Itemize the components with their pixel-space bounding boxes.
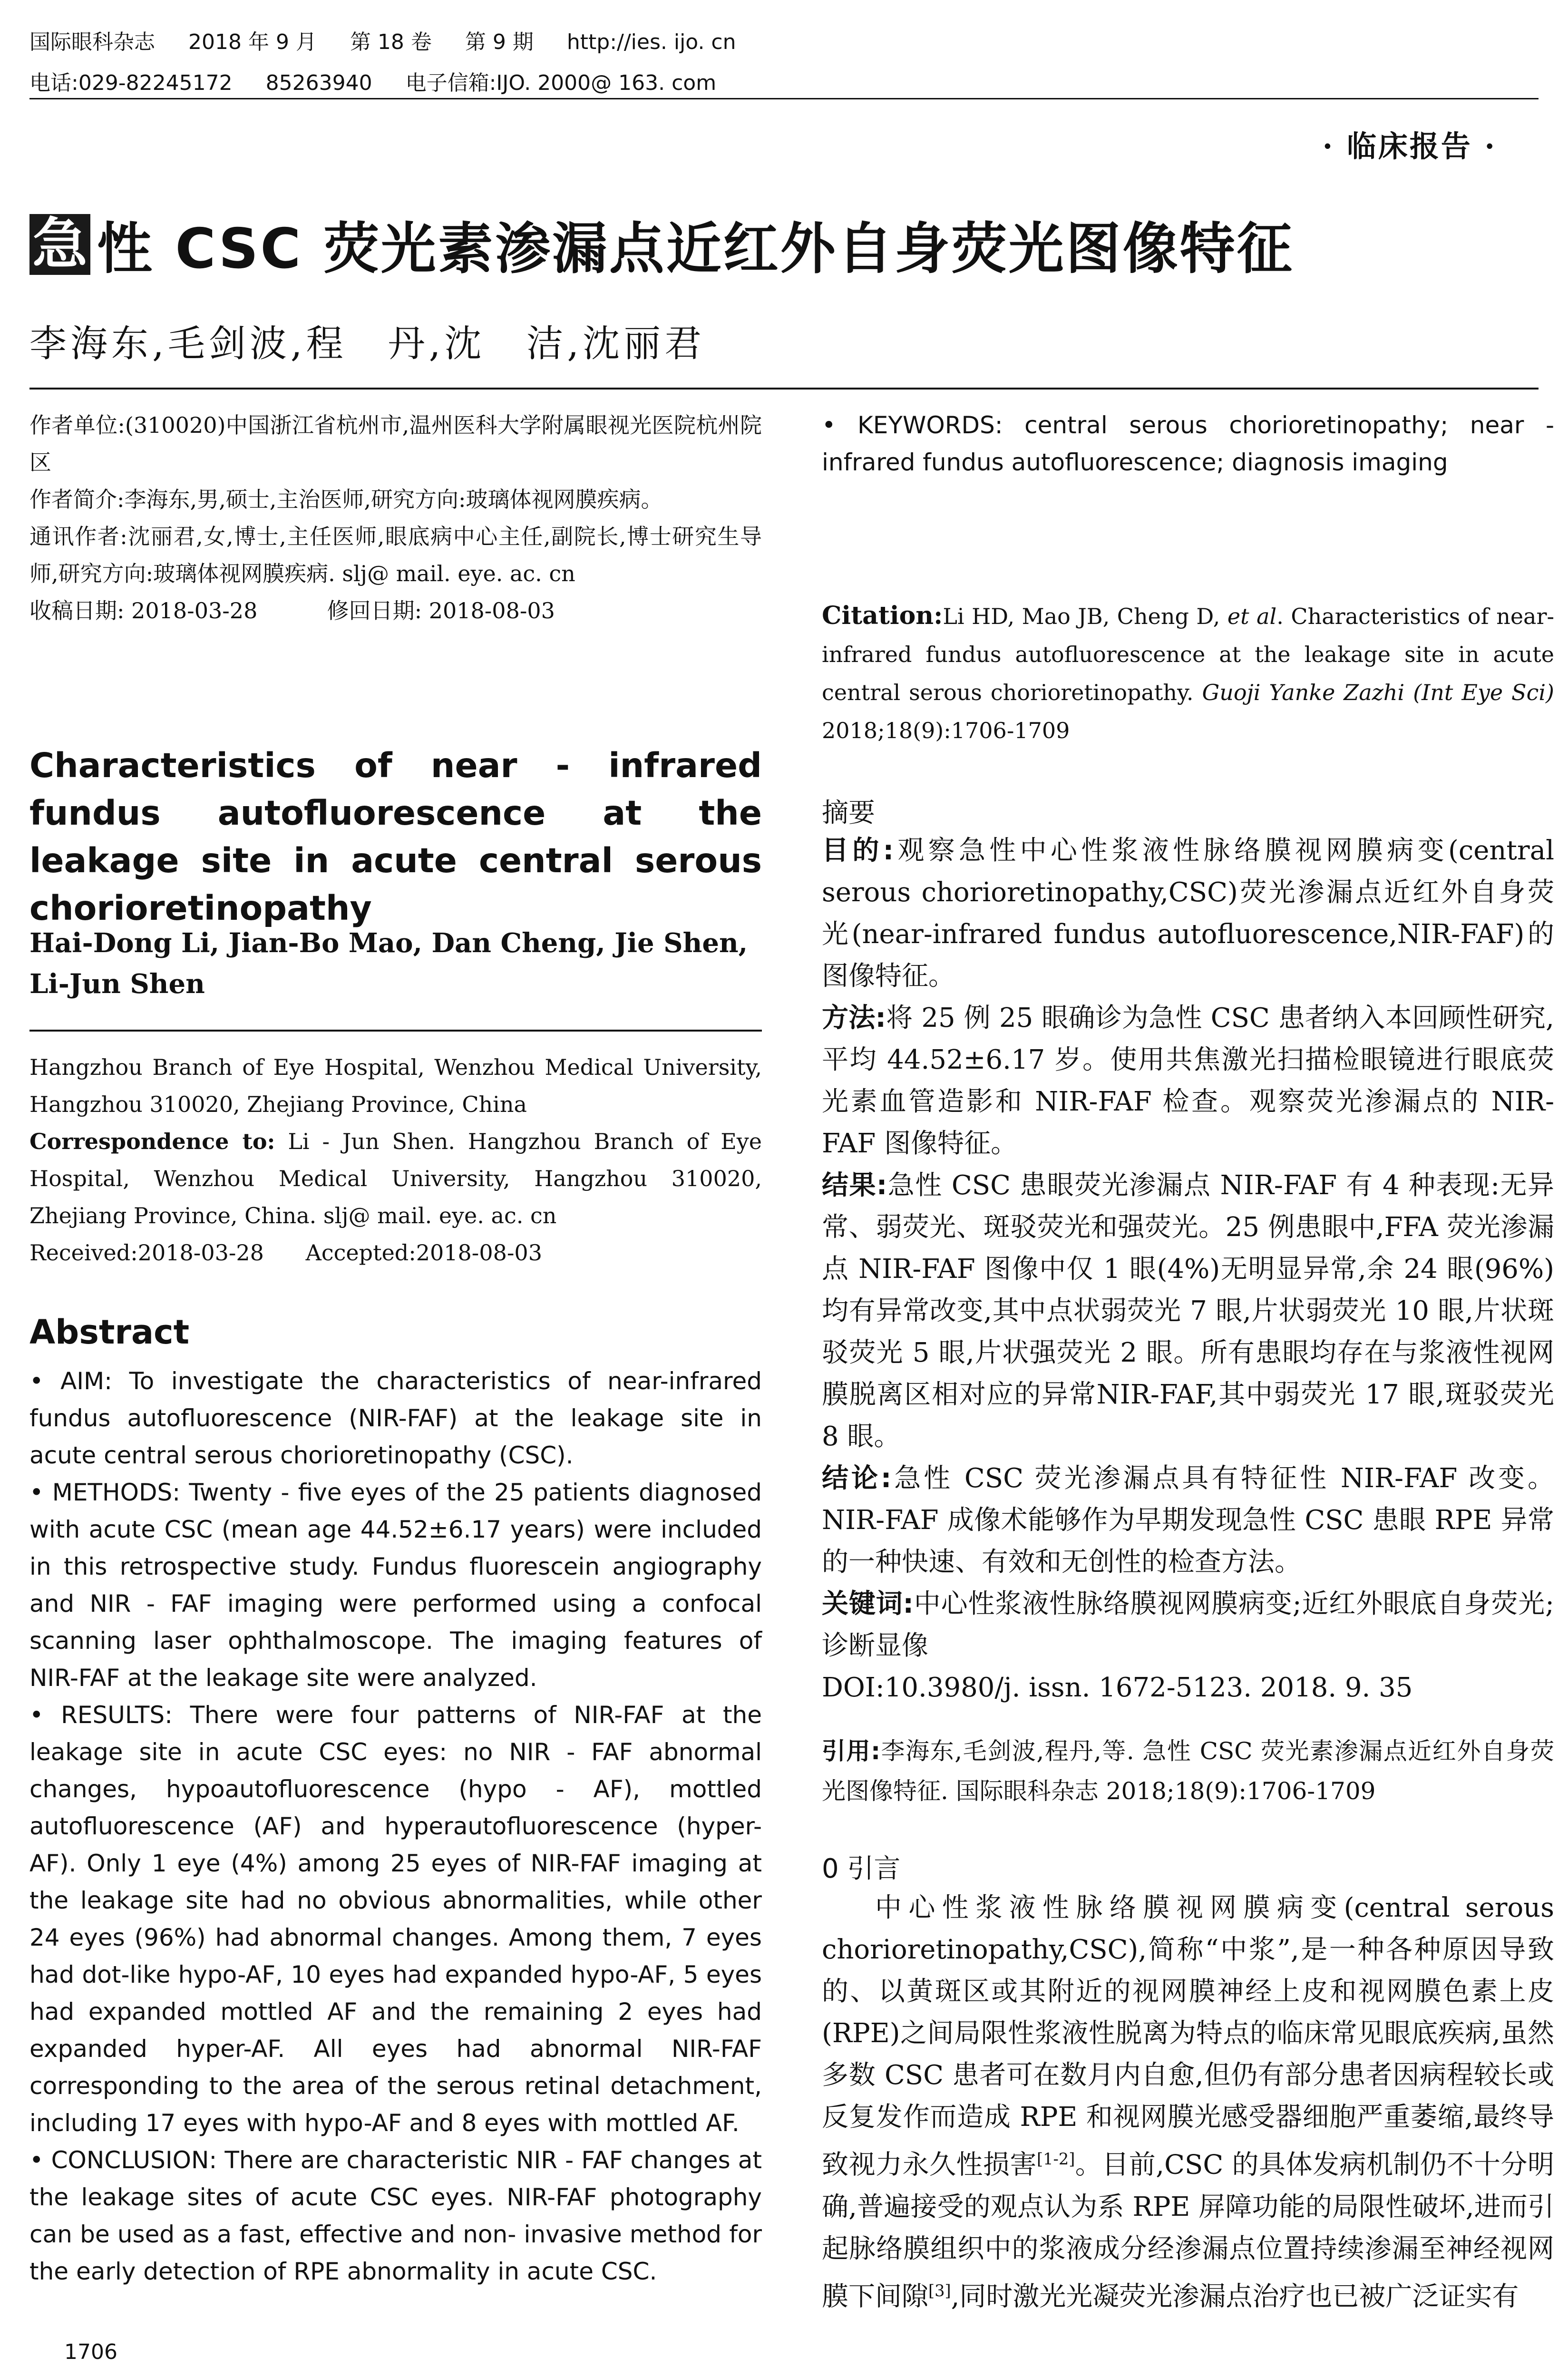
conclusion-label: 结论: — [822, 1463, 892, 1494]
methods-text: 将 25 例 25 眼确诊为急性 CSC 患者纳入本回顾性研究,平均 44.52±6.17 岁。使用共焦激光扫描检眼镜进行眼底荧光素血管造影和 NIR-FAF 检查。观察荧光渗漏点的 NIR-FAF 图像特征。 — [822, 1003, 1554, 1159]
abstract-cn-conclusion — [822, 1458, 1554, 1583]
phone: 电话:029-82245172 — [29, 71, 233, 95]
english-title: Characteristics of near - infrared fundus autofluorescence at the leakage site in acute central serous chorioretinopathy — [29, 746, 762, 928]
cite-cn-label: 引用: — [822, 1737, 881, 1765]
correspondence-label: Correspondence to: — [29, 1129, 275, 1154]
doi: DOI:10.3980/j. issn. 1672-5123. 2018. 9. 35 — [822, 1672, 1413, 1703]
intro-text-2: 。目前,CSC 的具体发病机制仍不十分明确,普遍接受的观点认为系 RPE 屏障功能的局限性破坏,进而引起脉络膜组织中的浆液成分经渗漏点位置持续渗漏至神经视网膜下间隙 — [822, 2149, 1554, 2312]
citation-authors: Li HD, Mao JB, Cheng D, — [943, 604, 1227, 629]
ref-3[interactable]: [3] — [928, 2281, 951, 2300]
abstract-results: • RESULTS: There were four patterns of NIR-FAF at the leakage site in acute CSC eyes: no NIR - FAF abnormal changes, hypoautofluorescence (hypo - AF), mottled autofluorescence (AF) and hyperautofluorescence (hyper-AF). Only 1 eye (4%) among 25 eyes of NIR-FAF imaging at the leakage site had no obvious abnormalities, while other 24 eyes (96%) had abnormal changes. Among them, 7 eyes had dot-like hypo-AF, 10 eyes had expanded hypo-AF, 5 eyes had expanded mottled AF and the remaining 2 eyes had expanded hyper-AF. All eyes had abnormal NIR-FAF corresponding to the area of the serous retinal detachment, including 17 eyes with hypo-AF and 8 eyes with mottled AF. — [29, 1701, 762, 2137]
received-date-cn: 收稿日期: 2018-03-28 — [29, 598, 258, 623]
abstract-keywords: • KEYWORDS: central serous chorioretinopathy; near - infrared fundus autofluorescence; diagnosis imaging — [822, 411, 1554, 476]
intro-text-1: 中心性浆液性脉络膜视网膜病变(central serous chorioretinopathy,CSC),简称“中浆”,是一种各种原因导致的、以黄斑区或其附近的视网膜神经上皮和视网膜色素上皮(RPE)之间局限性浆液性脱离为特点的临床常见眼底疾病,虽然多数 CSC 患者可在数月内自愈,但仍有部分患者因病程较长或反复发作而造成 RPE 和视网膜光感受器细胞严重萎缩,最终导致视力永久性损害 — [822, 1892, 1554, 2181]
abstract-heading: Abstract — [29, 1313, 190, 1352]
cite-cn — [822, 1731, 1554, 1811]
abstract-conclusion: • CONCLUSION: There are characteristic NIR - FAF changes at the leakage sites of acute CSC eyes. NIR-FAF photography can be used as a fast, effective and non- invasive method for the early detection of RPE abnormality in acute CSC. — [29, 2146, 762, 2285]
title-text: 性 CSC 荧光素渗漏点近红外自身荧光图像特征 — [97, 217, 1294, 281]
results-text: 急性 CSC 患眼荧光渗漏点 NIR-FAF 有 4 种表现:无异常、弱荧光、斑驳荧光和强荧光。25 例患眼中,FFA 荧光渗漏点 NIR-FAF 图像中仅 1 眼(4%)无明显异常,余 24 眼(96%)均有异常改变,其中点状弱荧光 7 眼,片状弱荧光 10 眼,片状斑驳荧光 5 眼,片状强荧光 2 眼。所有患眼均存在与浆液性视网膜脱离区相对应的异常NIR-FAF,其中弱荧光 17 眼,斑驳荧光 8 眼。 — [822, 1170, 1554, 1452]
conclusion-text: 急性 CSC 荧光渗漏点具有特征性 NIR-FAF 改变。NIR-FAF 成像术能够作为早期发现急性 CSC 患眼 RPE 异常的一种快速、有效和无创性的检查方法。 — [822, 1463, 1554, 1578]
article-title — [29, 205, 1294, 284]
abstract-cn-aim — [822, 830, 1554, 997]
journal-name: 国际眼科杂志 — [29, 30, 155, 54]
results-label: 结果: — [822, 1170, 887, 1201]
volume: 第 18 卷 — [350, 30, 432, 54]
abstract-cn-results — [822, 1165, 1554, 1458]
journal-url[interactable]: http://ies. ijo. cn — [566, 30, 736, 54]
methods-label: 方法: — [822, 1003, 886, 1033]
title-rule — [29, 388, 1539, 390]
abstract-cn-heading: 摘要 — [822, 798, 875, 828]
author-unit: 作者单位:(310020)中国浙江省杭州市,温州医科大学附属眼视光医院杭州院区 — [29, 412, 762, 475]
received-date: Received:2018-03-28 — [29, 1240, 264, 1266]
citation-text: . Characteristics of near-infrared fundus autofluorescence at the leakage site in acute central serous chorioretinopathy. — [822, 604, 1554, 705]
keywords-label: 关键词: — [822, 1588, 914, 1619]
author-info-cn — [29, 407, 762, 629]
affiliation-address: Hangzhou Branch of Eye Hospital, Wenzhou Medical University, Hangzhou 310020, Zhejiang Province, China — [29, 1054, 762, 1117]
journal-header-line2 — [29, 66, 750, 96]
ref-1-2[interactable]: [1-2] — [1037, 2150, 1075, 2168]
corresponding-author: 通讯作者:沈丽君,女,博士,主任医师,眼底病中心主任,副院长,博士研究生导师,研究方向:玻璃体视网膜疾病. slj@ mail. eye. ac. cn — [29, 524, 762, 586]
issue-date: 2018 年 9 月 — [188, 30, 317, 54]
abstract-cn-keywords — [822, 1583, 1554, 1667]
issue-number: 第 9 期 — [465, 30, 534, 54]
correspondence — [29, 1123, 762, 1234]
abstract-cn-methods — [822, 997, 1554, 1165]
cite-cn-text: 李海东,毛剑波,程丹,等. 急性 CSC 荧光素渗漏点近红外自身荧光图像特征. 国际眼科杂志 2018;18(9):1706-1709 — [822, 1737, 1554, 1805]
abstract-methods: • METHODS: Twenty - five eyes of the 25 patients diagnosed with acute CSC (mean age 44.52±6.17 years) were included in this retrospective study. Fundus fluorescein angiography and NIR - FAF imaging were performed using a confocal scanning laser ophthalmoscope. The imaging features of NIR-FAF at the leakage site were analyzed. — [29, 1479, 762, 1692]
abstract-en-continued — [822, 407, 1554, 481]
phone2: 85263940 — [265, 71, 372, 95]
citation-etal: et al — [1227, 604, 1277, 629]
authors-cn: 李海东,毛剑波,程 丹,沈 洁,沈丽君 — [29, 322, 706, 365]
dates-cn — [29, 592, 762, 629]
abstract-cn — [822, 830, 1554, 1709]
dates-en — [29, 1234, 762, 1271]
citation — [822, 597, 1554, 750]
accepted-date: Accepted:2018-08-03 — [305, 1240, 542, 1266]
revised-date-cn: 修回日期: 2018-08-03 — [327, 598, 555, 623]
aim-label: 目的: — [822, 835, 894, 866]
abstract-aim: • AIM: To investigate the characteristics of near-infrared fundus autofluorescence (NIR-FAF) at the leakage site in acute central serous chorioretinopathy (CSC). — [29, 1367, 762, 1469]
section-tag: · 临床报告 · — [1322, 129, 1497, 164]
citation-label: Citation: — [822, 601, 943, 630]
journal-header-line1 — [29, 25, 769, 55]
aim-text: 观察急性中心性浆液性脉络膜视网膜病变(central serous chorioretinopathy,CSC)荧光渗漏点近红外自身荧光(near-infrared fundus autofluorescence,NIR-FAF)的图像特征。 — [822, 835, 1554, 992]
english-authors: Hai-Dong Li, Jian-Bo Mao, Dan Cheng, Jie Shen, Li-Jun Shen — [29, 927, 748, 1000]
intro-body — [822, 1887, 1554, 2318]
email[interactable]: 电子信箱:IJO. 2000@ 163. com — [405, 71, 717, 95]
title-first-char: 急 — [29, 214, 90, 275]
citation-tail: 2018;18(9):1706-1709 — [822, 718, 1070, 743]
intro-text-3: ,同时激光光凝荧光渗漏点治疗也已被广泛证实有 — [951, 2281, 1519, 2312]
page-number: 1706 — [64, 2340, 117, 2364]
affiliation — [29, 1049, 762, 1271]
keywords-text: 中心性浆液性脉络膜视网膜病变;近红外眼底自身荧光;诊断显像 — [822, 1588, 1554, 1661]
header-rule — [29, 98, 1539, 99]
correspondence-text: Li - Jun Shen. Hangzhou Branch of Eye Hospital, Wenzhou Medical University, Hangzhou 310020, Zhejiang Province, China. slj@ mail. eye. ac. cn — [29, 1129, 762, 1228]
left-rule — [29, 1030, 762, 1032]
intro-heading: 0 引言 — [822, 1853, 901, 1884]
citation-journal: Guoji Yanke Zazhi (Int Eye Sci) — [1202, 680, 1554, 705]
abstract-en — [29, 1363, 762, 2290]
author-intro: 作者简介:李海东,男,硕士,主治医师,研究方向:玻璃体视网膜疾病。 — [29, 487, 663, 512]
